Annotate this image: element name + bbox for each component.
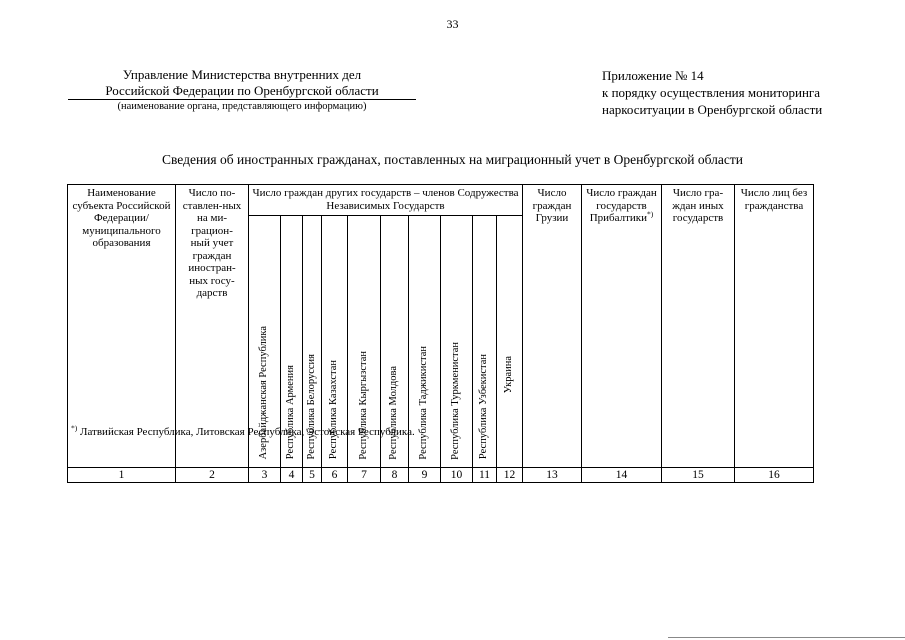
header-stateless: Число лиц без гражданства: [735, 185, 814, 468]
authority-line-1: Управление Министерства внутренних дел: [122, 67, 362, 82]
appendix-block: [602, 67, 892, 118]
header-cis-country: Украина: [497, 216, 523, 468]
column-number: 4: [281, 468, 303, 483]
header-cis-group: Число граждан других государств – членов Содружества Независимых Государств: [249, 185, 523, 216]
footnote: [71, 423, 415, 438]
column-number: 6: [322, 468, 348, 483]
report-table: [67, 184, 814, 483]
column-number: 2: [176, 468, 249, 483]
column-number: 3: [249, 468, 281, 483]
header-georgia: Число граждан Грузии: [523, 185, 582, 468]
page-number: 33: [446, 17, 459, 31]
footnote-marker: *): [71, 423, 78, 433]
column-number: 16: [735, 468, 814, 483]
header-registered-foreigners: Число по-ставлен-ных на ми-грацион-ный учет граждан иностран-ных госу-дарств: [176, 185, 249, 468]
authority-line-2: Российской Федерации по Оренбургской области: [68, 83, 416, 100]
column-number: 7: [348, 468, 381, 483]
header-cis-country: Республика Кыргызстан: [348, 216, 381, 468]
column-numbers-row: [68, 468, 814, 483]
column-number: 12: [497, 468, 523, 483]
column-number: 9: [409, 468, 441, 483]
authority-caption: (наименование органа, представляющего информацию): [117, 101, 367, 112]
header-cis-country: Республика Армения: [281, 216, 303, 468]
column-number: 15: [662, 468, 735, 483]
header-cis-country: Республика Таджикистан: [409, 216, 441, 468]
header-baltic: [582, 185, 662, 468]
appendix-line-2: к порядку осуществления мониторинга: [602, 85, 821, 100]
document-title: Сведения об иностранных гражданах, поставленных на миграционный учет в Оренбургской области: [161, 152, 744, 167]
footer-divider: [668, 637, 905, 638]
header-cis-country: Республика Узбекистан: [473, 216, 497, 468]
header-other-states: Число гра-ждан иных государств: [662, 185, 735, 468]
header-cis-country: Азербайджанская Республика: [249, 216, 281, 468]
footnote-text: Латвийская Республика, Литовская Республика, Эстонская Республика.: [80, 426, 415, 438]
appendix-line-1: Приложение № 14: [602, 68, 704, 83]
column-number: 13: [523, 468, 582, 483]
column-number: 5: [303, 468, 322, 483]
column-number: 11: [473, 468, 497, 483]
header-cis-country: Республика Туркменистан: [441, 216, 473, 468]
column-number: 8: [381, 468, 409, 483]
header-cis-country: Республика Казахстан: [322, 216, 348, 468]
column-number: 1: [68, 468, 176, 483]
header-cis-country: Республика Молдова: [381, 216, 409, 468]
reporting-authority-block: [68, 67, 416, 113]
footnote-marker-header: *): [647, 209, 654, 219]
column-number: 14: [582, 468, 662, 483]
header-subject-name: Наименование субъекта Российской Федерации/ муниципального образования: [68, 185, 176, 468]
appendix-line-3: наркоситуации в Оренбургской области: [602, 102, 823, 117]
header-baltic-label: Число граждан государств Прибалтики: [586, 187, 657, 224]
column-number: 10: [441, 468, 473, 483]
header-cis-country: Республика Белоруссия: [303, 216, 322, 468]
